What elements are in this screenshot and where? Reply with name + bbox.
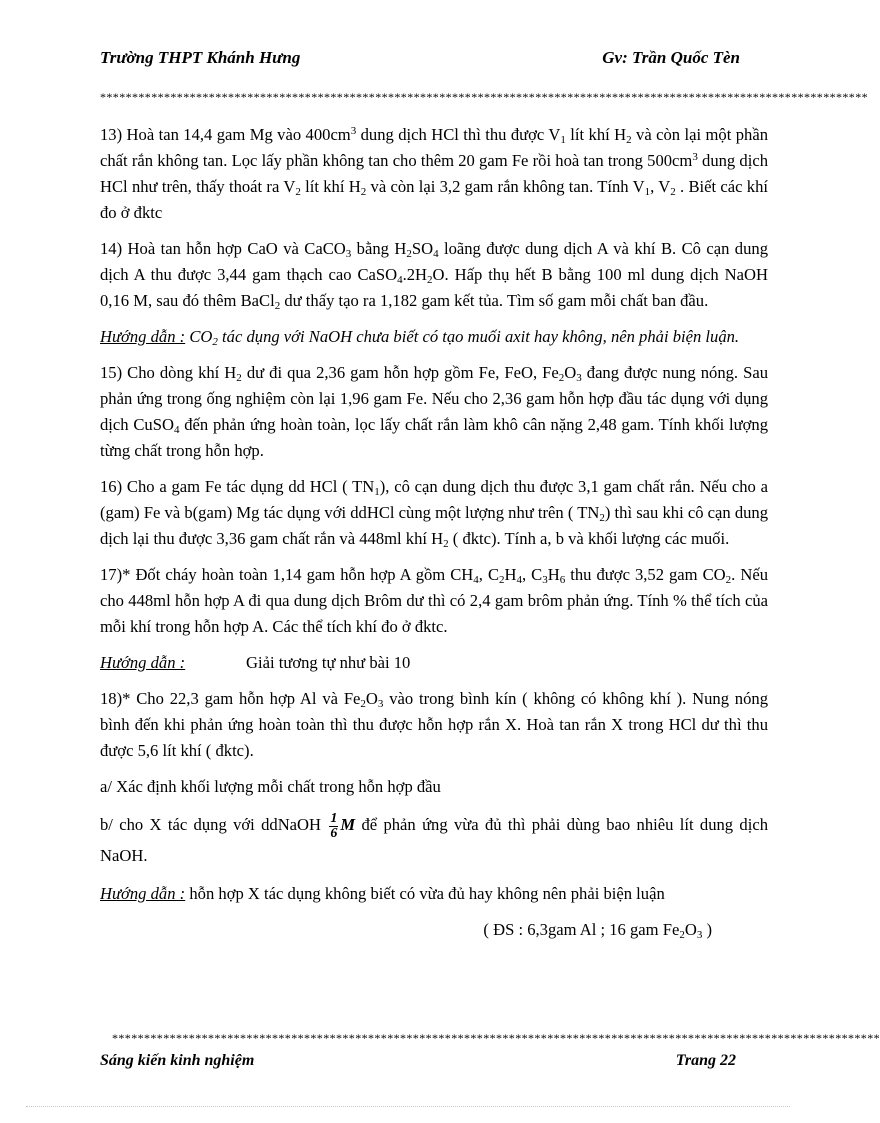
hint-text: Giải tương tự như bài 10 (246, 653, 411, 672)
problem-18b: b/ cho X tác dụng với ddNaOH $\frac{1}{6}$ M để phản ứng vừa đủ thì phải dùng bao nhiêu lít dung dịch NaOH. (100, 810, 768, 865)
hint-14: Hướng dẫn : $CO_2$ tác dụng với NaOH chưa biết có tạo muối axit hay không, nên phải biện luận. (100, 327, 740, 348)
footer-title: Sáng kiến kinh nghiệm (100, 1052, 255, 1069)
hint-18 (100, 881, 768, 907)
hint-label: Hướng dẫn : (100, 653, 186, 672)
problem-15: 15) Cho dòng khí $H_2$ dư đi qua 2,36 gam hỗn hợp gồm Fe, FeO, $Fe_2O_3$ đang được nung nóng. Sau phản ứng trong ống nghiệm còn lại 1,96 gam Fe. Nếu cho 2,36 gam hỗn hợp đầu tác dụng với dụng dịch CuSO$_4$ đến phản ứng hoàn toàn, lọc lấy chất rắn làm khô cân nặng 2,48 gam. Tính khối lượng từng chất trong hỗn hợp. (100, 363, 768, 460)
answer-18: ( ĐS : 6,3gam Al ; 16 gam $Fe_2O_3$ ) (483, 919, 712, 941)
page-bottom-border (26, 1106, 790, 1107)
problem-13: 13) Hoà tan 14,4 gam Mg vào $400cm^3$ dung dịch HCl thì thu được $V_1$ lít khí $H_2$ và còn lại một phần chất rắn không tan. Lọc lấy phần không tan cho thêm 20 gam Fe rồi hoà tan trong $500cm^3$ dung dịch HCl như trên, thấy thoát ra $V_2$ lít khí $H_2$ và còn lại 3,2 gam rắn không tan. Tính $V_1$, $V_2$ . Biết các khí đo ở đktc (100, 125, 769, 222)
school-name: Trường THPT Khánh Hưng (100, 48, 301, 67)
problem-18a: a/ Xác định khối lượng mỗi chất trong hỗn hợp đầu (100, 777, 441, 796)
footer-separator: ************************************************************************************************************************ (112, 1031, 880, 1045)
problem-18: 18)* Cho 22,3 gam hỗn hợp Al và $Fe_2O_3$ vào trong bình kín ( không có không khí ). Nung nóng bình đến khi phản ứng hoàn toàn thì thu được hỗn hợp rắn X. Hoà tan rắn X trong HCl dư thì thu được 5,6 lít khí ( đktc). (100, 689, 768, 760)
hint-text: hỗn hợp X tác dụng không biết có vừa đủ hay không nên phải biện luận (185, 883, 665, 903)
hint-17 (100, 650, 768, 676)
hint-label: Hướng dẫn : (100, 327, 186, 346)
problem-16: 16) Cho a gam Fe tác dụng dd HCl ( $TN_1$), cô cạn dung dịch thu được 3,1 gam chất rắn. Nếu cho a (gam) Fe và b(gam) Mg tác dụng với ddHCl cùng một lượng như trên ( $TN_2$) thì sau khi cô cạn dung dịch lại thu được 3,36 gam chất rắn và 448ml khí $H_2$ ( đktc). Tính a, b và khối lượng các muối. (100, 477, 769, 550)
page-header (100, 48, 740, 74)
fraction-one-sixth: $\frac{1}{6}$ (330, 810, 338, 841)
problem-17: 17)* Đốt cháy hoàn toàn 1,14 gam hỗn hợp A gồm $CH_4$, $C_2H_4$, $C_3H_6$ thu được 3,52 gam $CO_2$. Nếu cho 448ml hỗn hợp A đi qua dung dịch Brôm dư thì có 2,4 gam brôm phản ứng. Tính % thể tích của mỗi khí trong hỗn hợp A. Các thể tích khí đo ở đktc. (100, 565, 768, 636)
teacher-name: Gv: Trần Quốc Tèn (602, 48, 740, 67)
document-body (100, 122, 768, 953)
page-footer (100, 1052, 736, 1076)
header-separator: ************************************************************************************************************************ (100, 90, 868, 104)
hint-label: Hướng dẫn : (100, 883, 186, 903)
problem-14: 14) Hoà tan hỗn hợp CaO và CaCO$_3$ bằng $H_2SO_4$ loãng được dung dịch A và khí B. Cô cạn dung dịch A thu được 3,44 gam thạch cao $CaSO_4.2H_2O$. Hấp thụ hết B bằng 100 ml dung dịch NaOH 0,16 M, sau đó thêm BaCl$_2$ dư thấy tạo ra 1,182 gam kết tủa. Tìm số gam mỗi chất ban đầu. (100, 239, 768, 312)
page-number: Trang 22 (675, 1052, 736, 1069)
